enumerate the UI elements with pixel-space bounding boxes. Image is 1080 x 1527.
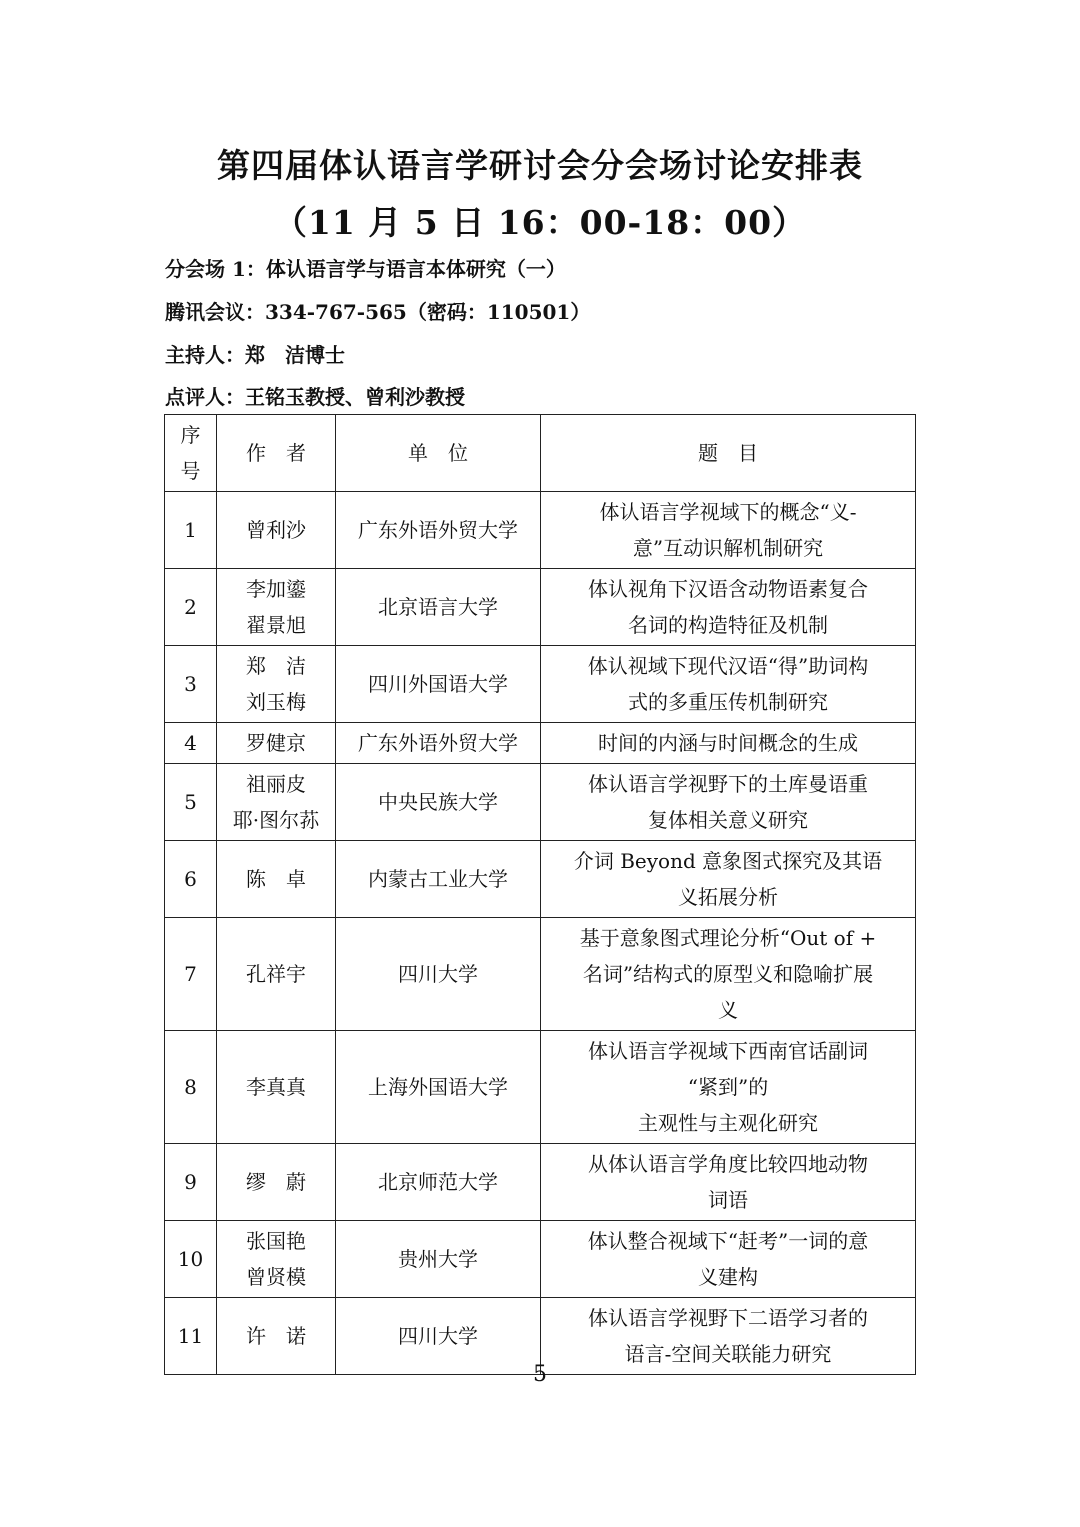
topic-line: 词语 — [708, 1188, 748, 1212]
topic-line: 主观性与主观化研究 — [638, 1111, 818, 1135]
author-name: 许 诺 — [246, 1324, 306, 1348]
cell-authors — [217, 918, 336, 1031]
cell-authors — [217, 492, 336, 569]
topic-line: 义建构 — [698, 1265, 758, 1289]
topic-line: 式的多重压传机制研究 — [628, 690, 828, 714]
cell-number: 2 — [165, 569, 217, 646]
topic-line: 义 — [718, 998, 738, 1022]
topic-line: 体认语言学视野下的土库曼语重 — [588, 772, 868, 796]
cell-unit: 四川大学 — [336, 918, 541, 1031]
cell-unit: 中央民族大学 — [336, 764, 541, 841]
cell-number: 3 — [165, 646, 217, 723]
header-topic: 题 目 — [541, 415, 916, 492]
cell-number: 1 — [165, 492, 217, 569]
header-number: 序号 — [165, 415, 217, 492]
author-name: 祖丽皮 — [246, 772, 306, 796]
table-header-row — [165, 415, 916, 492]
author-name: 李加鎏 — [246, 577, 306, 601]
cell-unit: 内蒙古工业大学 — [336, 841, 541, 918]
table-row — [165, 1031, 916, 1144]
author-name: 郑 洁 — [246, 654, 306, 678]
author-name: 翟景旭 — [246, 613, 306, 637]
cell-unit: 北京语言大学 — [336, 569, 541, 646]
cell-topic — [541, 841, 916, 918]
author-name: 曾贤模 — [246, 1265, 306, 1289]
cell-authors — [217, 646, 336, 723]
cell-topic — [541, 1221, 916, 1298]
author-name: 李真真 — [246, 1075, 306, 1099]
header-unit: 单 位 — [336, 415, 541, 492]
topic-line: 体认视角下汉语含动物语素复合 — [588, 577, 868, 601]
host-info: 主持人：郑 洁博士 — [165, 343, 345, 367]
author-name: 缪 蔚 — [246, 1170, 306, 1194]
table-row — [165, 764, 916, 841]
cell-unit: 四川大学 — [336, 1298, 541, 1375]
cell-authors — [217, 1221, 336, 1298]
cell-unit: 四川外国语大学 — [336, 646, 541, 723]
topic-line: 义拓展分析 — [678, 885, 778, 909]
table-row — [165, 492, 916, 569]
table-row — [165, 723, 916, 764]
cell-number: 10 — [165, 1221, 217, 1298]
cell-topic — [541, 492, 916, 569]
topic-line: 体认语言学视域下的概念“义- — [599, 500, 857, 524]
topic-line: 体认视域下现代汉语“得”助词构 — [587, 654, 869, 678]
topic-line: 名词的构造特征及机制 — [628, 613, 828, 637]
cell-number: 7 — [165, 918, 217, 1031]
header-author: 作 者 — [217, 415, 336, 492]
topic-line: 体认语言学视野下二语学习者的 — [588, 1306, 868, 1330]
author-name: 刘玉梅 — [246, 690, 306, 714]
cell-authors — [217, 841, 336, 918]
schedule-table — [164, 414, 916, 1375]
session-time: （11 月 5 日 16：00-18：00） — [273, 203, 807, 242]
topic-line: 复体相关意义研究 — [648, 808, 808, 832]
table-row — [165, 646, 916, 723]
author-name: 陈 卓 — [246, 867, 306, 891]
table-row — [165, 1144, 916, 1221]
cell-unit: 上海外国语大学 — [336, 1031, 541, 1144]
reviewers-info: 点评人：王铭玉教授、曾利沙教授 — [165, 385, 465, 409]
table-row — [165, 569, 916, 646]
cell-authors — [217, 569, 336, 646]
cell-number: 6 — [165, 841, 217, 918]
page-title: 第四届体认语言学研讨会分会场讨论安排表 — [217, 146, 863, 185]
topic-line: 体认语言学视域下西南官话副词 — [588, 1039, 868, 1063]
cell-number: 9 — [165, 1144, 217, 1221]
author-name: 孔祥宇 — [246, 962, 306, 986]
cell-topic — [541, 569, 916, 646]
topic-line: 基于意象图式理论分析“Out of + — [579, 926, 877, 950]
cell-number: 5 — [165, 764, 217, 841]
cell-unit: 北京师范大学 — [336, 1144, 541, 1221]
meeting-info: 腾讯会议：334-767-565（密码：110501） — [165, 300, 591, 324]
topic-line: 介词 Beyond 意象图式探究及其语 — [573, 849, 883, 873]
venue-info: 分会场 1：体认语言学与语言本体研究（一） — [165, 257, 566, 281]
cell-unit: 广东外语外贸大学 — [336, 723, 541, 764]
topic-line: 体认整合视域下“赶考”一词的意 — [587, 1229, 869, 1253]
cell-topic — [541, 723, 916, 764]
author-name: 曾利沙 — [246, 518, 306, 542]
cell-topic — [541, 646, 916, 723]
table-row — [165, 841, 916, 918]
table-row — [165, 918, 916, 1031]
author-name: 罗健京 — [246, 731, 306, 755]
cell-topic — [541, 1144, 916, 1221]
cell-topic — [541, 764, 916, 841]
topic-line: “紧到”的 — [687, 1075, 769, 1099]
cell-authors — [217, 1144, 336, 1221]
cell-unit: 贵州大学 — [336, 1221, 541, 1298]
topic-line: 从体认语言学角度比较四地动物 — [588, 1152, 868, 1176]
cell-number: 11 — [165, 1298, 217, 1375]
cell-authors — [217, 723, 336, 764]
cell-authors — [217, 764, 336, 841]
cell-unit: 广东外语外贸大学 — [336, 492, 541, 569]
author-name: 张国艳 — [246, 1229, 306, 1253]
topic-line: 名词”结构式的原型义和隐喻扩展 — [582, 962, 874, 986]
table-row — [165, 1221, 916, 1298]
page-number: 5 — [533, 1362, 547, 1387]
topic-line: 意”互动识解机制研究 — [632, 536, 824, 560]
topic-line: 时间的内涵与时间概念的生成 — [598, 731, 858, 755]
cell-topic — [541, 918, 916, 1031]
cell-number: 8 — [165, 1031, 217, 1144]
cell-authors — [217, 1031, 336, 1144]
author-name: 耶·图尔荪 — [232, 808, 320, 832]
cell-number: 4 — [165, 723, 217, 764]
topic-line: 语言-空间关联能力研究 — [624, 1342, 832, 1366]
cell-topic — [541, 1031, 916, 1144]
